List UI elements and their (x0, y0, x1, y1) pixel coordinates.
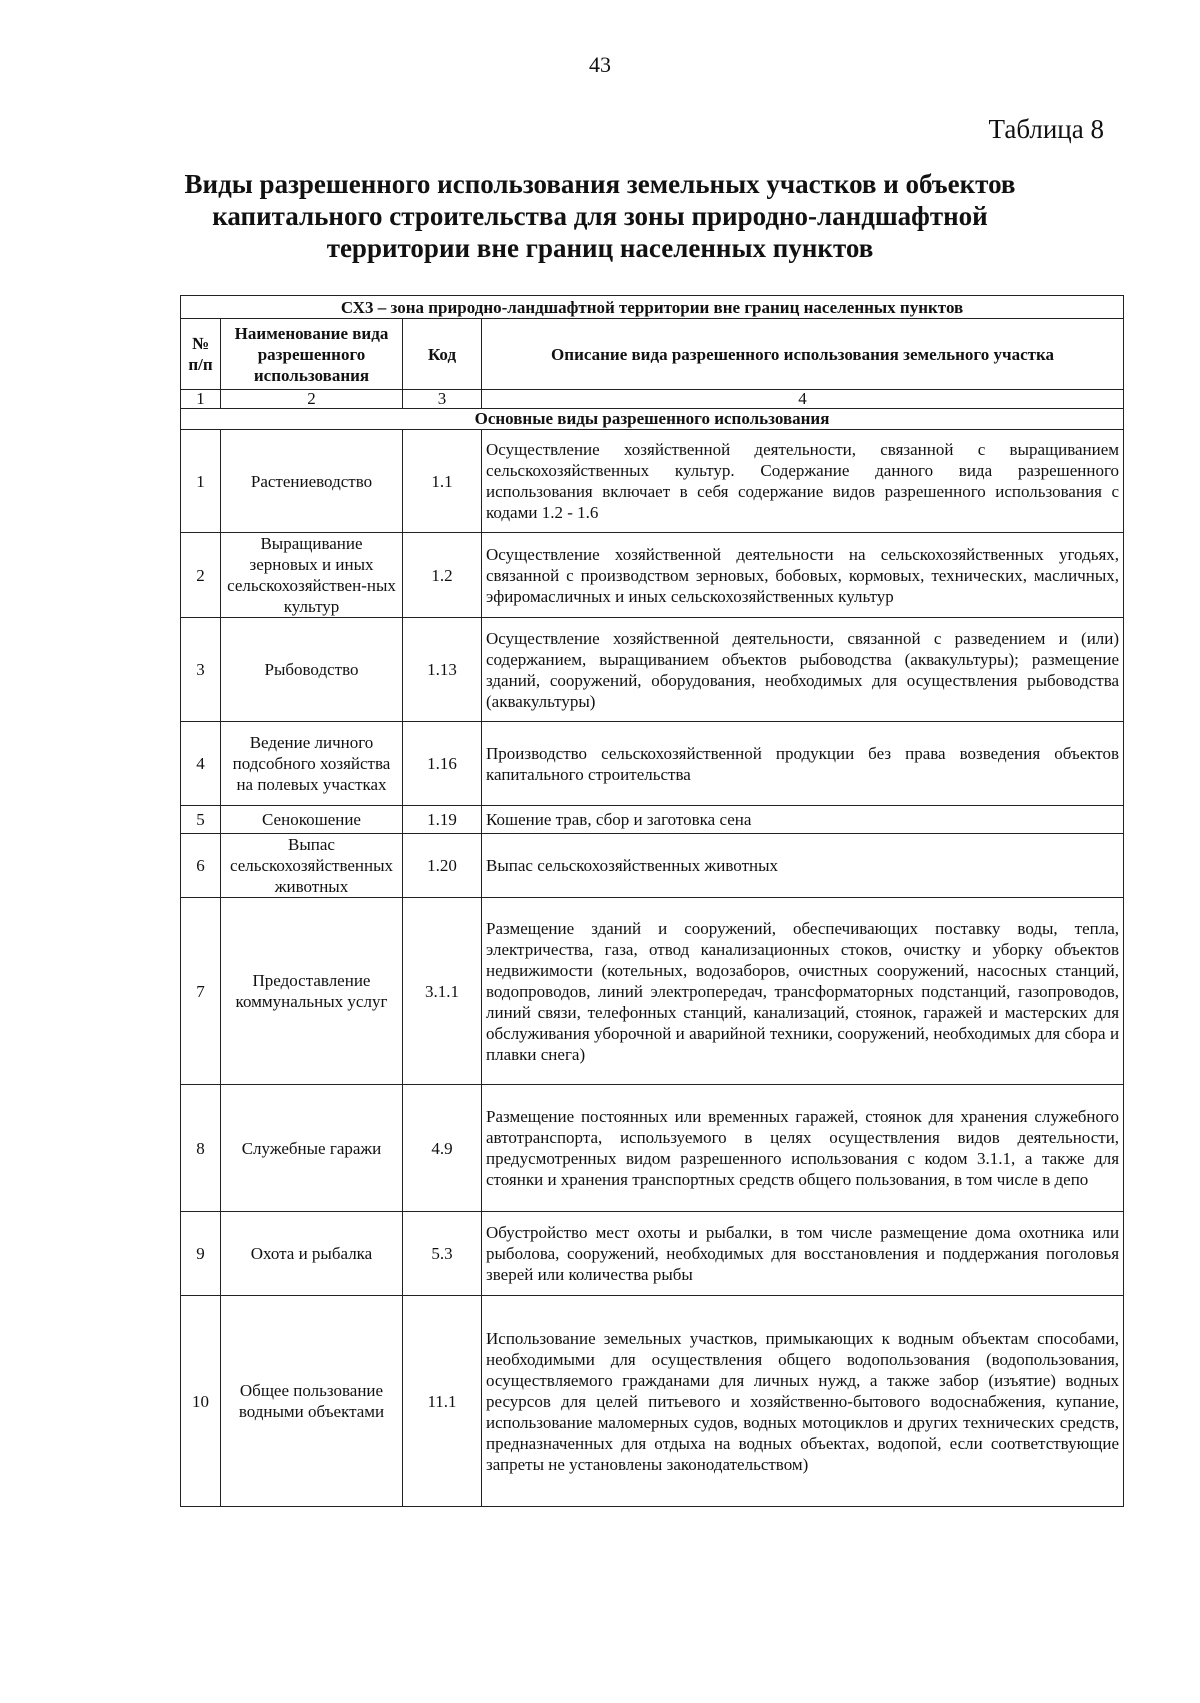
column-number: 4 (482, 390, 1124, 409)
row-description: Кошение трав, сбор и заготовка сена (482, 806, 1124, 834)
row-name: Предоставление коммунальных услуг (221, 898, 403, 1085)
row-number: 5 (181, 806, 221, 834)
row-description: Обустройство мест охоты и рыбалки, в том числе размещение дома охотника или рыболова, сооружений, необходимых для восстановления и поддержания поголовья зверей или количества рыбы (482, 1212, 1124, 1296)
row-number: 6 (181, 834, 221, 898)
land-use-table (180, 295, 1124, 1507)
section-row (181, 409, 1124, 430)
table-row (181, 430, 1124, 533)
table-row (181, 722, 1124, 806)
row-number: 4 (181, 722, 221, 806)
table-row (181, 1212, 1124, 1296)
row-code: 1.13 (403, 618, 482, 722)
row-code: 1.16 (403, 722, 482, 806)
row-number: 7 (181, 898, 221, 1085)
row-description: Осуществление хозяйственной деятельности, связанной с выращиванием сельскохозяйственных культур. Содержание данного вида разрешенного использования включает в себя содержание видов разрешенного использования с кодами 1.2 - 1.6 (482, 430, 1124, 533)
row-name: Охота и рыбалка (221, 1212, 403, 1296)
row-code: 1.2 (403, 533, 482, 618)
column-header-name: Наименование вида разрешенного использования (221, 319, 403, 390)
row-number: 1 (181, 430, 221, 533)
column-header-row (181, 319, 1124, 390)
column-number: 3 (403, 390, 482, 409)
column-number: 2 (221, 390, 403, 409)
row-code: 4.9 (403, 1085, 482, 1212)
page-number: 43 (589, 52, 611, 77)
row-code: 11.1 (403, 1296, 482, 1507)
zone-header-row (181, 296, 1124, 319)
row-name: Сенокошение (221, 806, 403, 834)
table-row (181, 533, 1124, 618)
column-header-desc: Описание вида разрешенного использования земельного участка (482, 319, 1124, 390)
row-number: 9 (181, 1212, 221, 1296)
row-name: Ведение личного подсобного хозяйства на полевых участках (221, 722, 403, 806)
column-number: 1 (181, 390, 221, 409)
row-description: Выпас сельскохозяйственных животных (482, 834, 1124, 898)
row-number: 2 (181, 533, 221, 618)
table-row (181, 1085, 1124, 1212)
table-row (181, 1296, 1124, 1507)
table-row (181, 806, 1124, 834)
table-row (181, 618, 1124, 722)
table-label: Таблица 8 (988, 114, 1104, 144)
row-code: 1.1 (403, 430, 482, 533)
row-number: 8 (181, 1085, 221, 1212)
row-description: Размещение зданий и сооружений, обеспечивающих поставку воды, тепла, электричества, газа, отвод канализационных стоков, очистку и уборку объектов недвижимости (котельных, водозаборов, очистных сооружений, насосных станций, водопроводов, линий электропередач, трансформаторных подстанций, газопроводов, линий связи, телефонных станций, канализаций, стоянок, гаражей и мастерских для обслуживания уборочной и аварийной техники, сооружений, необходимых для сбора и плавки снега) (482, 898, 1124, 1085)
row-name: Служебные гаражи (221, 1085, 403, 1212)
row-name: Рыбоводство (221, 618, 403, 722)
row-code: 3.1.1 (403, 898, 482, 1085)
row-description: Использование земельных участков, примыкающих к водным объектам способами, необходимыми для осуществления общего водопользования (водопользования, осуществляемого гражданами для личных нужд, а также забор (изъятие) водных ресурсов для целей питьевого и хозяйственно-бытового водоснабжения, купание, использование маломерных судов, водных мотоциклов и других технических средств, предназначенных для отдыха на водных объектах, водопой, если соответствующие запреты не установлены законодательством) (482, 1296, 1124, 1507)
row-code: 1.19 (403, 806, 482, 834)
row-name: Общее пользование водными объектами (221, 1296, 403, 1507)
column-header-num: № п/п (181, 319, 221, 390)
table-row (181, 898, 1124, 1085)
column-number-row (181, 390, 1124, 409)
document-title: Виды разрешенного использования земельных участков и объектов капитального строительства для зоны природно-ландшафтной территории вне границ населенных пунктов (184, 169, 1016, 263)
row-number: 3 (181, 618, 221, 722)
table-row (181, 834, 1124, 898)
row-code: 1.20 (403, 834, 482, 898)
section-title: Основные виды разрешенного использования (181, 409, 1124, 430)
row-description: Осуществление хозяйственной деятельности на сельскохозяйственных угодьях, связанной с производством зерновых, бобовых, кормовых, технических, масличных, эфиромасличных и иных сельскохозяйственных культур (482, 533, 1124, 618)
row-name: Растениеводство (221, 430, 403, 533)
column-header-code: Код (403, 319, 482, 390)
row-code: 5.3 (403, 1212, 482, 1296)
zone-header: СХ3 – зона природно-ландшафтной территории вне границ населенных пунктов (181, 296, 1124, 319)
row-description: Размещение постоянных или временных гаражей, стоянок для хранения служебного автотранспорта, используемого в целях осуществления видов деятельности, предусмотренных видом разрешенного использования с кодом 3.1.1, а также для стоянки и хранения транспортных средств общего пользования, в том числе в депо (482, 1085, 1124, 1212)
row-number: 10 (181, 1296, 221, 1507)
row-name: Выращивание зерновых и иных сельскохозяйствен-ных культур (221, 533, 403, 618)
row-name: Выпас сельскохозяйственных животных (221, 834, 403, 898)
row-description: Производство сельскохозяйственной продукции без права возведения объектов капитального строительства (482, 722, 1124, 806)
row-description: Осуществление хозяйственной деятельности, связанной с разведением и (или) содержанием, выращиванием объектов рыбоводства (аквакультуры); размещение зданий, сооружений, оборудования, необходимых для осуществления рыбоводства (аквакультуры) (482, 618, 1124, 722)
